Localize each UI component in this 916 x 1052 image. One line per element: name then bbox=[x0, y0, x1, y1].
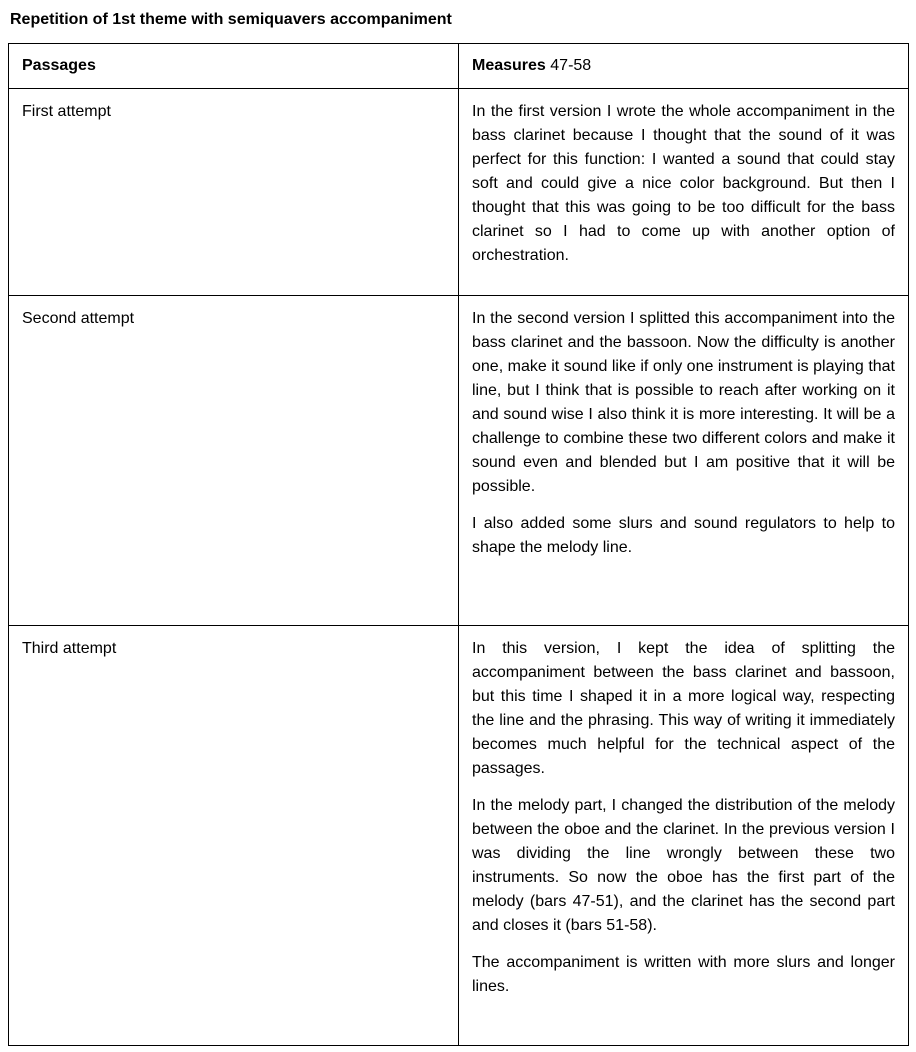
passages-column-header: Passages bbox=[9, 44, 459, 89]
document-title: Repetition of 1st theme with semiquavers accompaniment bbox=[10, 11, 452, 28]
attempt-label-third: Third attempt bbox=[9, 626, 459, 1046]
attempt-description-third bbox=[459, 626, 909, 1046]
paragraph: In this version, I kept the idea of splitting the accompaniment between the bass clarinet and bassoon, but this time I shaped it in a more logical way, respecting the line and the phrasing. This way of writing it immediately becomes much helpful for the technical aspect of the passages. bbox=[472, 640, 895, 777]
attempt-label-first: First attempt bbox=[9, 89, 459, 296]
attempt-description-first bbox=[459, 89, 909, 296]
measures-label: Measures bbox=[472, 57, 546, 74]
paragraph: In the melody part, I changed the distribution of the melody between the oboe and the clarinet. In the previous version I was dividing the line wrongly between these two instruments. So now the oboe has the first part of the melody (bars 47-51), and the clarinet has the second part and closes it (bars 51-58). bbox=[472, 797, 895, 934]
attempt-description-second bbox=[459, 296, 909, 626]
measures-value: 47-58 bbox=[545, 57, 592, 74]
content-table bbox=[8, 43, 909, 1046]
table-row-third-attempt bbox=[9, 626, 909, 1046]
table-row-first-attempt bbox=[9, 89, 909, 296]
measures-column-header bbox=[459, 44, 909, 89]
paragraph: I also added some slurs and sound regulators to help to shape the melody line. bbox=[472, 515, 895, 556]
paragraph: In the first version I wrote the whole accompaniment in the bass clarinet because I thought that the sound of it was perfect for this function: I wanted a sound that could stay soft and could give a nice color background. But then I thought that this was going to be too difficult for the bass clarinet so I had to come up with another option of orchestration. bbox=[472, 103, 895, 264]
table-header-row bbox=[9, 44, 909, 89]
table-row-second-attempt bbox=[9, 296, 909, 626]
attempt-label-second: Second attempt bbox=[9, 296, 459, 626]
paragraph: In the second version I splitted this accompaniment into the bass clarinet and the bassoon. Now the difficulty is another one, make it sound like if only one instrument is playing that line, but I think that is possible to reach after working on it and sound wise I also think it is more interesting. It will be a challenge to combine these two different colors and make it sound even and blended but I am positive that it will be possible. bbox=[472, 310, 895, 495]
paragraph: The accompaniment is written with more slurs and longer lines. bbox=[472, 954, 895, 995]
